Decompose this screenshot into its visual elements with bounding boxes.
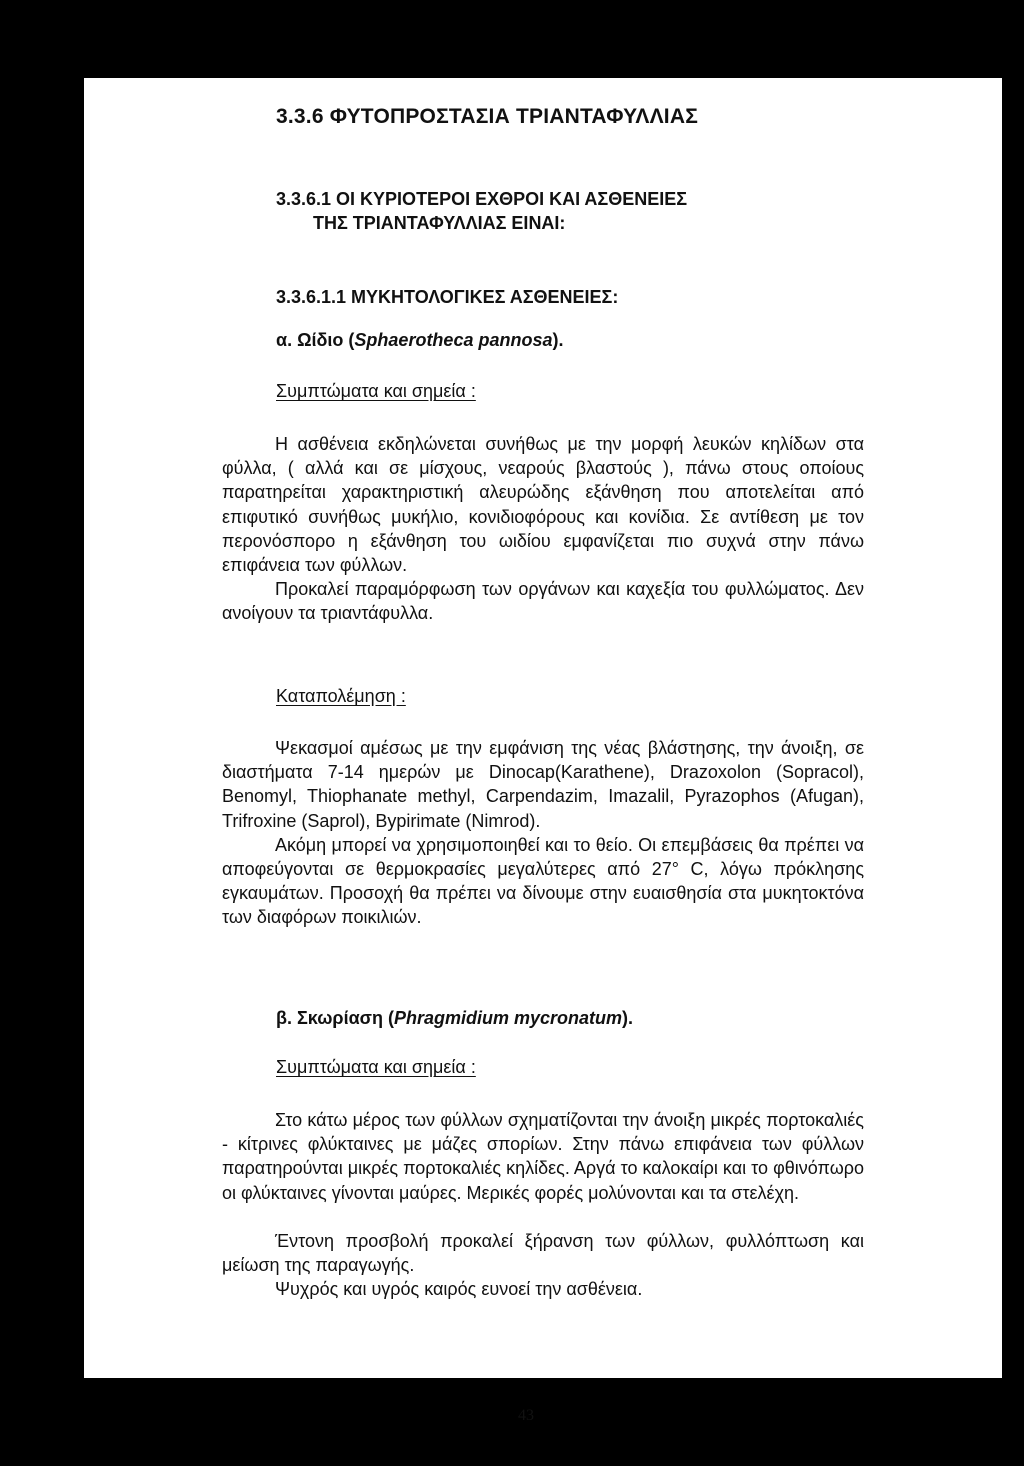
section-title: 3.3.6 ΦΥΤΟΠΡΟΣΤΑΣΙΑ ΤΡΙΑΝΤΑΦΥΛΛΙΑΣ — [276, 105, 699, 128]
paragraph: Στο κάτω μέρος των φύλλων σχηματίζονται την άνοιξη μικρές πορτοκαλιές - κίτρινες φλύκταινες με μάζες σπορίων. Στην πάνω επιφάνεια των φύλλων παρατηρούνται μικρές πορτοκαλιές κηλίδες. Αργά το καλοκαίρι και το φθινόπωρο οι φλύκταινες γίνονται μαύρες. Μερικές φορές μολύνονται και τα στελέχη. — [222, 1110, 864, 1203]
subsection-title-line2: ΤΗΣ ΤΡΙΑΝΤΑΦΥΛΛΙΑΣ ΕΙΝΑΙ: — [313, 213, 566, 233]
subsection-title-line1: 3.3.6.1 ΟΙ ΚΥΡΙΟΤΕΡΟΙ ΕΧΘΡΟΙ ΚΑΙ ΑΣΘΕΝΕΙΕΣ — [276, 189, 688, 209]
disease-a-control-label: Καταπολέμηση : — [276, 686, 406, 706]
page-number: 43 — [518, 1407, 534, 1424]
disease-a-symptoms-label: Συμπτώματα και σημεία : — [276, 381, 476, 401]
paragraph: Ψεκασμοί αμέσως με την εμφάνιση της νέας βλάστησης, την άνοιξη, σε διαστήματα 7-14 ημερών με Dinocap(Karathene), Drazoxolon (Sopracol), Benomyl, Thiophanate methyl, Carpendazim, Imazalil, Pyrazophos (Afugan), Trifroxine (Saprol), Bypirimate (Nimrod). — [222, 738, 864, 831]
disease-b-title: β. Σκωρίαση (Phragmidium mycronatum). — [276, 1008, 633, 1028]
disease-a-title: α. Ωίδιο (Sphaerotheca pannosa). — [276, 330, 564, 350]
paragraph: Ψυχρός και υγρός καιρός ευνοεί την ασθένεια. — [275, 1279, 643, 1300]
sub-subsection-title: 3.3.6.1.1 ΜΥΚΗΤΟΛΟΓΙΚΕΣ ΑΣΘΕΝΕΙΕΣ: — [276, 287, 619, 307]
paragraph: Η ασθένεια εκδηλώνεται συνήθως με την μορφή λευκών κηλίδων στα φύλλα, ( αλλά και σε μίσχους, νεαρούς βλαστούς ), πάνω στους οποίους παρατηρείται χαρακτηριστική αλευρώδης εξάνθηση που αποτελείται από επιφυτικό συνήθως μυκήλιο, κονιδιοφόρους και κονίδια. Σε αντίθεση με τον περονόσπορο η εξάνθηση του ωιδίου εμφανίζεται πιο συχνά στην πάνω επιφάνεια των φύλλων. — [222, 434, 864, 576]
subsection-title — [276, 187, 687, 235]
paragraph: Προκαλεί παραμόρφωση των οργάνων και καχεξία του φυλλώματος. Δεν ανοίγουν τα τριαντάφυλλα. — [222, 579, 864, 624]
paragraph: Ακόμη μπορεί να χρησιμοποιηθεί και το θείο. Οι επεμβάσεις θα πρέπει να αποφεύγονται σε θερμοκρασίες μεγαλύτερες από 27° C, λόγω πρόκλησης εγκαυμάτων. Προσοχή θα πρέπει να δίνουμε στην ευαισθησία στα μυκητοκτόνα των διαφόρων ποικιλιών. — [222, 834, 864, 928]
disease-b-symptoms-text — [222, 1108, 864, 1301]
disease-a-control-text — [222, 736, 864, 930]
disease-a-symptoms-text — [222, 432, 864, 626]
paragraph: Έντονη προσβολή προκαλεί ξήρανση των φύλλων, φυλλόπτωση και μείωση της παραγωγής. — [222, 1230, 864, 1276]
disease-b-latin-name: Phragmidium mycronatum — [393, 1008, 622, 1028]
disease-a-latin-name: Sphaerotheca pannosa — [354, 330, 553, 350]
disease-b-symptoms-label: Συμπτώματα και σημεία : — [276, 1057, 476, 1077]
